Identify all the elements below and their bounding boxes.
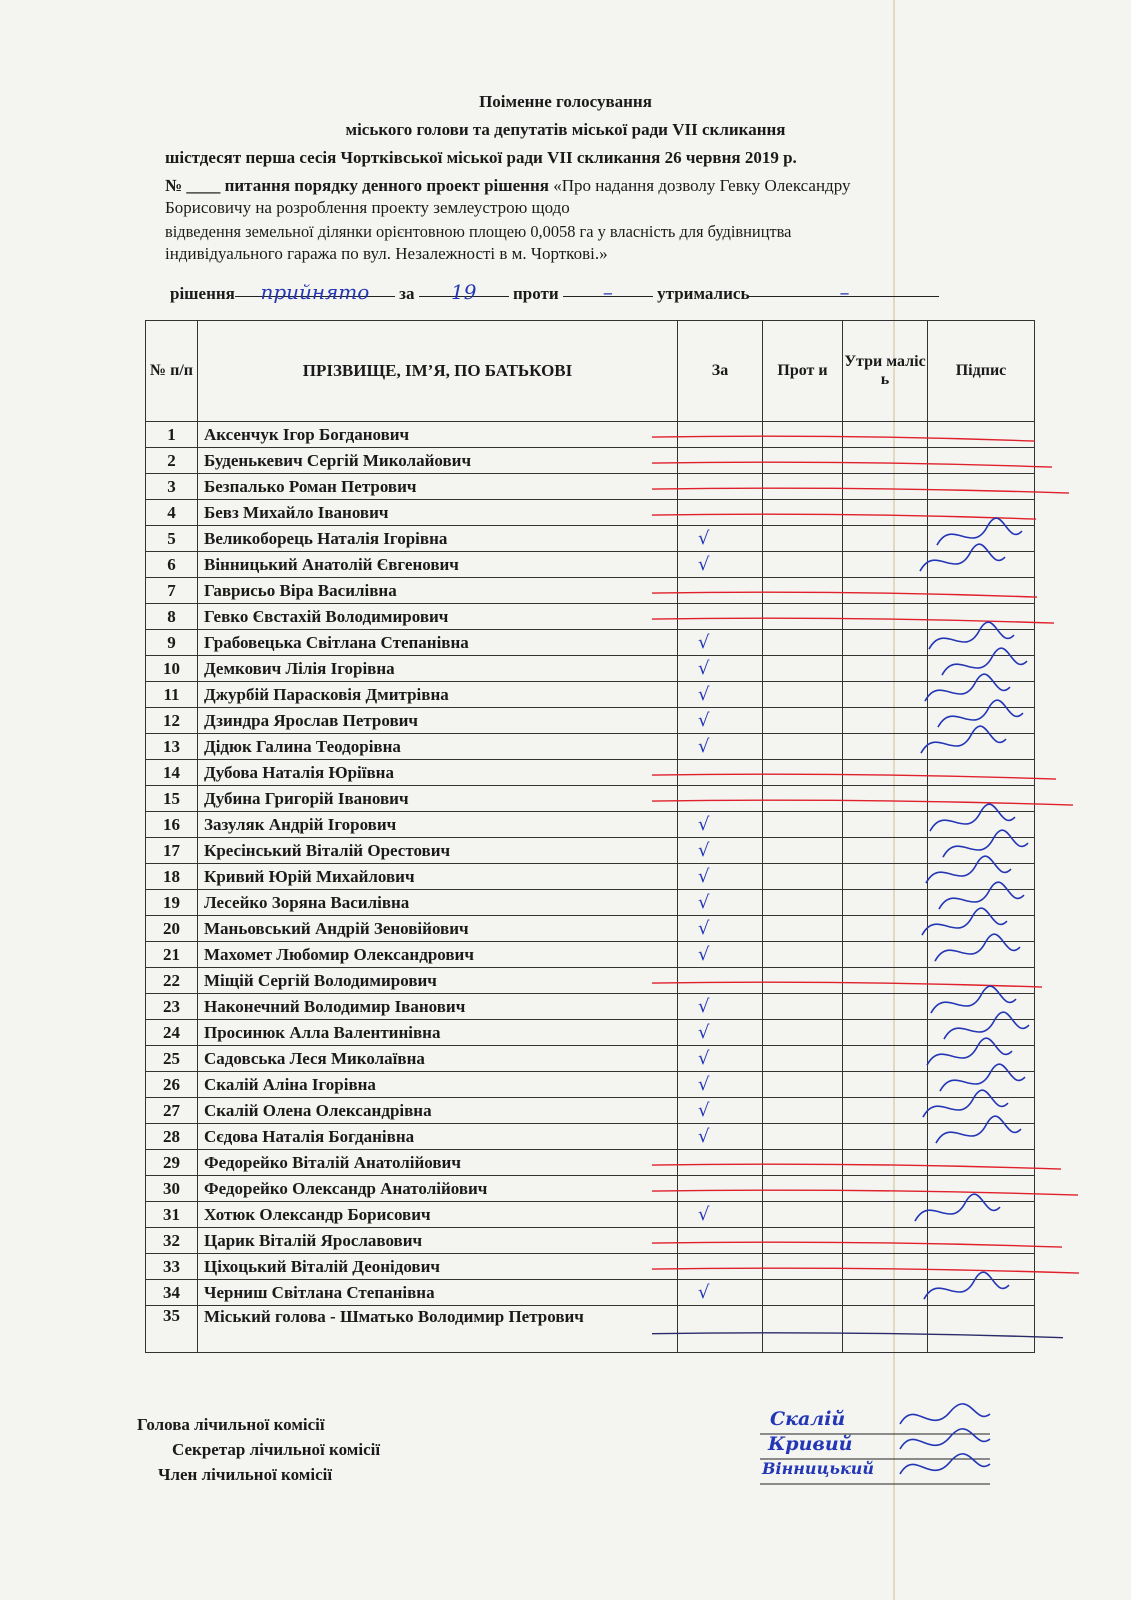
row-number: 29: [146, 1150, 198, 1176]
vote-against-cell: [763, 1176, 843, 1202]
abstain-value: –: [839, 280, 850, 304]
row-number: 35: [146, 1306, 198, 1353]
signature-cell: [928, 1046, 1035, 1072]
footer-signature-scribble: [900, 1454, 990, 1474]
table-row: [146, 1046, 1035, 1072]
signature-cell: [928, 656, 1035, 682]
deputy-name: Хотюк Олександр Борисович: [198, 1202, 678, 1228]
vote-for-cell: √: [678, 656, 763, 682]
table-row: [146, 838, 1035, 864]
vote-for-cell: [678, 1254, 763, 1280]
row-number: 34: [146, 1280, 198, 1306]
vote-against-cell: [763, 968, 843, 994]
deputy-name: Дубина Григорій Іванович: [198, 786, 678, 812]
vote-abstain-cell: [843, 422, 928, 448]
signature-cell: [928, 760, 1035, 786]
row-number: 3: [146, 474, 198, 500]
table-row: [146, 1176, 1035, 1202]
vote-abstain-cell: [843, 786, 928, 812]
against-value-field: [563, 280, 653, 304]
deputy-name: Черниш Світлана Степанівна: [198, 1280, 678, 1306]
row-number: 9: [146, 630, 198, 656]
decision-value-field: [235, 280, 395, 304]
vote-abstain-cell: [843, 916, 928, 942]
row-number: 25: [146, 1046, 198, 1072]
deputy-name: Дідюк Галина Теодорівна: [198, 734, 678, 760]
document-subtitle: міського голови та депутатів міської ради VІІ скликання: [345, 120, 786, 139]
vote-abstain-cell: [843, 1202, 928, 1228]
signature-cell: [928, 890, 1035, 916]
table-row: [146, 1124, 1035, 1150]
table-row: [146, 1020, 1035, 1046]
signature-cell: [928, 1280, 1035, 1306]
row-number: 13: [146, 734, 198, 760]
deputy-name: Гевко Євстахій Володимирович: [198, 604, 678, 630]
signature-cell: [928, 682, 1035, 708]
signature-cell: [928, 1228, 1035, 1254]
row-number: 24: [146, 1020, 198, 1046]
vote-against-cell: [763, 474, 843, 500]
for-label: за: [399, 284, 415, 303]
table-row: [146, 1072, 1035, 1098]
table-row: [146, 422, 1035, 448]
vote-against-cell: [763, 656, 843, 682]
deputy-name: Царик Віталій Ярославович: [198, 1228, 678, 1254]
vote-for-cell: [678, 604, 763, 630]
row-number: 32: [146, 1228, 198, 1254]
row-number: 14: [146, 760, 198, 786]
table-row: [146, 1280, 1035, 1306]
for-value-field: [419, 280, 509, 304]
vote-against-cell: [763, 786, 843, 812]
vote-abstain-cell: [843, 1176, 928, 1202]
signature-cell: [928, 1150, 1035, 1176]
deputy-name: Садовська Леся Миколаївна: [198, 1046, 678, 1072]
deputy-name: Безпалько Роман Петрович: [198, 474, 678, 500]
vote-abstain-cell: [843, 1124, 928, 1150]
vote-against-cell: [763, 1254, 843, 1280]
deputy-name: Ціхоцький Віталій Деонідович: [198, 1254, 678, 1280]
vote-abstain-cell: [843, 1254, 928, 1280]
header-abstain: Утри маліс ь: [843, 321, 928, 422]
table-row: [146, 474, 1035, 500]
item-text: «Про надання дозволу Гевку Олександру: [553, 176, 851, 195]
vote-abstain-cell: [843, 942, 928, 968]
row-number: 16: [146, 812, 198, 838]
table-row: [146, 760, 1035, 786]
vote-for-cell: [678, 1176, 763, 1202]
signature-cell: [928, 448, 1035, 474]
agenda-item-line: [165, 176, 1055, 196]
vote-abstain-cell: [843, 1046, 928, 1072]
table-row: [146, 812, 1035, 838]
signature-cell: [928, 968, 1035, 994]
vote-for-cell: √: [678, 890, 763, 916]
vote-for-cell: √: [678, 1072, 763, 1098]
document-title: Поіменне голосування: [479, 92, 652, 111]
deputy-name: Маньовський Андрій Зеновійович: [198, 916, 678, 942]
deputy-name: Джурбій Парасковія Дмитрівна: [198, 682, 678, 708]
vote-against-cell: [763, 812, 843, 838]
vote-against-cell: [763, 1228, 843, 1254]
signature-cell: [928, 1176, 1035, 1202]
vote-against-cell: [763, 422, 843, 448]
vote-abstain-cell: [843, 1072, 928, 1098]
vote-abstain-cell: [843, 1020, 928, 1046]
footer-member-label: Член лічильної комісії: [158, 1465, 333, 1484]
vote-for-cell: √: [678, 682, 763, 708]
vote-against-cell: [763, 1072, 843, 1098]
vote-against-cell: [763, 838, 843, 864]
deputy-name: Федорейко Олександр Анатолійович: [198, 1176, 678, 1202]
deputy-name: Міщій Сергій Володимирович: [198, 968, 678, 994]
table-row: [146, 1098, 1035, 1124]
footer-head-label: Голова лічильної комісії: [137, 1415, 325, 1434]
signature-cell: [928, 994, 1035, 1020]
vote-against-cell: [763, 1306, 843, 1353]
signature-member: Вінницький: [762, 1459, 875, 1478]
vote-against-cell: [763, 630, 843, 656]
vote-for-cell: √: [678, 708, 763, 734]
vote-against-cell: [763, 526, 843, 552]
signature-cell: [928, 526, 1035, 552]
vote-for-cell: √: [678, 1202, 763, 1228]
deputy-name: Буденькевич Сергій Миколайович: [198, 448, 678, 474]
row-number: 18: [146, 864, 198, 890]
signature-cell: [928, 786, 1035, 812]
vote-abstain-cell: [843, 578, 928, 604]
vote-for-cell: [678, 760, 763, 786]
signature-secretary: Кривий: [768, 1433, 853, 1455]
table-header-row: [146, 321, 1035, 422]
footer-secretary-label: Секретар лічильної комісії: [172, 1440, 381, 1459]
vote-for-cell: √: [678, 1020, 763, 1046]
table-row: [146, 994, 1035, 1020]
signature-cell: [928, 916, 1035, 942]
vote-against-cell: [763, 1280, 843, 1306]
table-row: [146, 864, 1035, 890]
item-text-line-3: відведення земельної ділянки орієнтовною площею 0,0058 га у власність для будівництва: [165, 222, 792, 241]
table-row: [146, 942, 1035, 968]
signature-cell: [928, 1306, 1035, 1353]
vote-abstain-cell: [843, 812, 928, 838]
vote-against-cell: [763, 578, 843, 604]
signature-cell: [928, 474, 1035, 500]
vote-against-cell: [763, 760, 843, 786]
signature-cell: [928, 1202, 1035, 1228]
vote-for-cell: [678, 578, 763, 604]
signature-cell: [928, 578, 1035, 604]
vote-abstain-cell: [843, 1098, 928, 1124]
decision-line: [170, 280, 939, 304]
table-row: [146, 1254, 1035, 1280]
table-row: [146, 734, 1035, 760]
vote-against-cell: [763, 448, 843, 474]
vote-against-cell: [763, 942, 843, 968]
vote-against-cell: [763, 500, 843, 526]
deputy-name: Грабовецька Світлана Степанівна: [198, 630, 678, 656]
decision-label: рішення: [170, 284, 235, 303]
vote-abstain-cell: [843, 968, 928, 994]
vote-for-cell: √: [678, 734, 763, 760]
vote-for-cell: √: [678, 838, 763, 864]
header-num: № п/п: [146, 321, 198, 422]
vote-abstain-cell: [843, 864, 928, 890]
vote-abstain-cell: [843, 526, 928, 552]
deputy-name: Бевз Михайло Іванович: [198, 500, 678, 526]
vote-abstain-cell: [843, 656, 928, 682]
signature-cell: [928, 838, 1035, 864]
signature-cell: [928, 552, 1035, 578]
vote-for-cell: [678, 1306, 763, 1353]
header-for: За: [678, 321, 763, 422]
vote-abstain-cell: [843, 630, 928, 656]
vote-against-cell: [763, 708, 843, 734]
vote-against-cell: [763, 1124, 843, 1150]
signature-cell: [928, 1020, 1035, 1046]
vote-for-cell: √: [678, 994, 763, 1020]
row-number: 26: [146, 1072, 198, 1098]
vote-abstain-cell: [843, 734, 928, 760]
row-number: 15: [146, 786, 198, 812]
vote-against-cell: [763, 552, 843, 578]
table-row: [146, 890, 1035, 916]
vote-for-cell: √: [678, 916, 763, 942]
vote-abstain-cell: [843, 500, 928, 526]
deputy-name: Махомет Любомир Олександрович: [198, 942, 678, 968]
vote-abstain-cell: [843, 682, 928, 708]
header-signature: Підпис: [928, 321, 1035, 422]
vote-table: [145, 320, 1035, 1353]
deputy-name: Сєдова Наталія Богданівна: [198, 1124, 678, 1150]
vote-abstain-cell: [843, 1306, 928, 1353]
signature-cell: [928, 864, 1035, 890]
table-row: [146, 552, 1035, 578]
vote-abstain-cell: [843, 890, 928, 916]
vote-for-cell: [678, 786, 763, 812]
table-row: [146, 604, 1035, 630]
row-number: 10: [146, 656, 198, 682]
vote-for-cell: [678, 448, 763, 474]
row-number: 23: [146, 994, 198, 1020]
footer-signature-scribble: [900, 1429, 990, 1449]
vote-for-cell: √: [678, 864, 763, 890]
row-number: 22: [146, 968, 198, 994]
deputy-name: Просинюк Алла Валентинівна: [198, 1020, 678, 1046]
abstain-label: утримались: [657, 284, 750, 303]
vote-abstain-cell: [843, 760, 928, 786]
table-row: [146, 1228, 1035, 1254]
deputy-name: Гаврисьо Віра Василівна: [198, 578, 678, 604]
deputy-name: Наконечний Володимир Іванович: [198, 994, 678, 1020]
vote-for-cell: [678, 968, 763, 994]
deputy-name: Дубова Наталія Юріївна: [198, 760, 678, 786]
for-value: 19: [450, 280, 477, 304]
row-number: 12: [146, 708, 198, 734]
item-label: питання порядку денного проект рішення: [224, 176, 549, 195]
item-text-line-4: індивідуального гаража по вул. Незалежності в м. Чорткові.»: [165, 244, 608, 263]
vote-table-body: [146, 422, 1035, 1353]
row-number: 8: [146, 604, 198, 630]
vote-abstain-cell: [843, 448, 928, 474]
vote-abstain-cell: [843, 552, 928, 578]
signature-cell: [928, 1098, 1035, 1124]
vote-against-cell: [763, 1020, 843, 1046]
deputy-name: Демкович Лілія Ігорівна: [198, 656, 678, 682]
row-number: 1: [146, 422, 198, 448]
signature-cell: [928, 734, 1035, 760]
table-row: [146, 500, 1035, 526]
row-number: 6: [146, 552, 198, 578]
vote-for-cell: [678, 1228, 763, 1254]
against-value: –: [602, 280, 613, 304]
table-row: [146, 968, 1035, 994]
vote-against-cell: [763, 994, 843, 1020]
table-row: [146, 916, 1035, 942]
vote-against-cell: [763, 890, 843, 916]
vote-abstain-cell: [843, 1150, 928, 1176]
table-row: [146, 1150, 1035, 1176]
table-row: [146, 656, 1035, 682]
vote-for-cell: √: [678, 630, 763, 656]
signature-cell: [928, 1254, 1035, 1280]
table-row: [146, 578, 1035, 604]
vote-against-cell: [763, 864, 843, 890]
table-row: [146, 682, 1035, 708]
vote-against-cell: [763, 1150, 843, 1176]
table-row: [146, 526, 1035, 552]
row-number: 17: [146, 838, 198, 864]
vote-against-cell: [763, 682, 843, 708]
vote-against-cell: [763, 1046, 843, 1072]
deputy-name: Міський голова - Шматько Володимир Петрович: [198, 1306, 678, 1353]
vote-against-cell: [763, 1202, 843, 1228]
vote-abstain-cell: [843, 994, 928, 1020]
vote-abstain-cell: [843, 1228, 928, 1254]
decision-value: прийнято: [260, 280, 370, 304]
deputy-name: Великоборець Наталія Ігорівна: [198, 526, 678, 552]
signature-cell: [928, 942, 1035, 968]
vote-for-cell: √: [678, 1280, 763, 1306]
row-number: 28: [146, 1124, 198, 1150]
signature-cell: [928, 812, 1035, 838]
vote-for-cell: √: [678, 1124, 763, 1150]
row-number: 5: [146, 526, 198, 552]
vote-against-cell: [763, 916, 843, 942]
row-number: 2: [146, 448, 198, 474]
vote-for-cell: [678, 500, 763, 526]
table-row: [146, 708, 1035, 734]
vote-abstain-cell: [843, 708, 928, 734]
row-number: 33: [146, 1254, 198, 1280]
signature-cell: [928, 604, 1035, 630]
signature-cell: [928, 1124, 1035, 1150]
vote-for-cell: [678, 1150, 763, 1176]
item-number-label: № ____: [165, 176, 221, 195]
row-number: 11: [146, 682, 198, 708]
signature-cell: [928, 630, 1035, 656]
signature-cell: [928, 500, 1035, 526]
abstain-value-field: [749, 280, 939, 304]
header-against: Прот и: [763, 321, 843, 422]
vote-for-cell: √: [678, 1098, 763, 1124]
table-row: [146, 786, 1035, 812]
signature-head: Скалій: [770, 1408, 846, 1430]
row-number: 30: [146, 1176, 198, 1202]
vote-for-cell: √: [678, 942, 763, 968]
deputy-name: Дзиндра Ярослав Петрович: [198, 708, 678, 734]
footer-signature-scribble: [900, 1404, 990, 1424]
row-number: 31: [146, 1202, 198, 1228]
session-line: шістдесят перша сесія Чортківської міської ради VІІ скликання 26 червня 2019 р.: [165, 148, 797, 167]
deputy-name: Скалій Аліна Ігорівна: [198, 1072, 678, 1098]
signature-cell: [928, 708, 1035, 734]
deputy-name: Лесейко Зоряна Василівна: [198, 890, 678, 916]
table-row: [146, 1306, 1035, 1353]
deputy-name: Кресінський Віталій Орестович: [198, 838, 678, 864]
vote-against-cell: [763, 604, 843, 630]
vote-for-cell: √: [678, 812, 763, 838]
vote-abstain-cell: [843, 604, 928, 630]
vote-against-cell: [763, 1098, 843, 1124]
vote-for-cell: √: [678, 1046, 763, 1072]
vote-for-cell: [678, 474, 763, 500]
row-number: 19: [146, 890, 198, 916]
deputy-name: Вінницький Анатолій Євгенович: [198, 552, 678, 578]
row-number: 21: [146, 942, 198, 968]
vote-abstain-cell: [843, 474, 928, 500]
vote-abstain-cell: [843, 838, 928, 864]
deputy-name: Зазуляк Андрій Ігорович: [198, 812, 678, 838]
item-text-line-2: Борисовичу на розроблення проекту землеустрою щодо: [165, 198, 570, 217]
table-row: [146, 1202, 1035, 1228]
table-row: [146, 630, 1035, 656]
row-number: 27: [146, 1098, 198, 1124]
signature-cell: [928, 1072, 1035, 1098]
vote-for-cell: √: [678, 552, 763, 578]
header-name: ПРІЗВИЩЕ, ІМ’Я, ПО БАТЬКОВІ: [198, 321, 678, 422]
vote-for-cell: [678, 422, 763, 448]
deputy-name: Кривий Юрій Михайлович: [198, 864, 678, 890]
vote-against-cell: [763, 734, 843, 760]
row-number: 20: [146, 916, 198, 942]
deputy-name: Аксенчук Ігор Богданович: [198, 422, 678, 448]
vote-abstain-cell: [843, 1280, 928, 1306]
deputy-name: Скалій Олена Олександрівна: [198, 1098, 678, 1124]
vote-for-cell: √: [678, 526, 763, 552]
table-row: [146, 448, 1035, 474]
deputy-name: Федорейко Віталій Анатолійович: [198, 1150, 678, 1176]
signature-cell: [928, 422, 1035, 448]
row-number: 4: [146, 500, 198, 526]
row-number: 7: [146, 578, 198, 604]
against-label: проти: [512, 284, 559, 303]
